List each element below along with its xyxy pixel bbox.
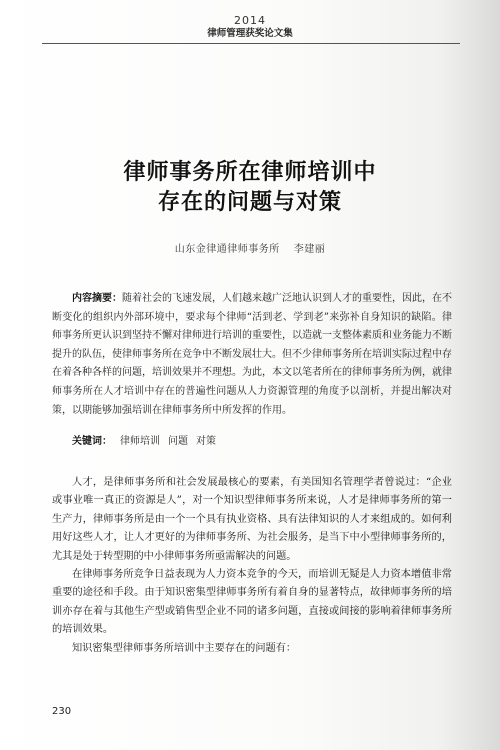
body-paragraph: 在律师事务所竞争日益表现为人力资本竞争的今天，而培训无疑是人力资本增值非常重要的途径和手段。由于知识密集型律师事务所有着自身的显著特点，故律师事务所的培训亦存在着与其他生产型或销售型企业不同的诸多问题，直接或间接的影响着律师事务所的培训效果。	[52, 569, 452, 636]
body-paragraph: 人才，是律师事务所和社会发展最核心的要素，有美国知名管理学者曾说过：“企业或事业唯一真正的资源是人”，对一个知识型律师事务所来说，人才是律师事务所的第一生产力，律师事务所是由一个一个具有执业资格、具有法律知识的人才来组成的。如何利用好这些人才，让人才更好的为律师事务所、为社会服务，是当下中小型律师事务所的，尤其是处于转型期的中小律师事务所亟需解决的问题。	[52, 477, 452, 562]
article-title-line-2: 存在的问题与对策	[157, 190, 342, 215]
running-header	[0, 14, 500, 40]
header-collection-title: 律师管理获奖论文集	[207, 28, 293, 39]
keyword: 律师培训	[120, 436, 160, 447]
keyword: 问题	[168, 436, 188, 447]
abstract	[52, 290, 452, 420]
page-number: 230	[52, 706, 72, 717]
header-year: 2014	[234, 14, 266, 27]
abstract-text: 随着社会的飞速发展，人们越来越广泛地认识到人才的重要性，因此，在不断变化的组织内外部环境中，要求每个律师“活到老、学到老”来弥补自身知识的缺陷。律师事务所更认识到坚持不懈对律师进行培训的重要性，以造就一支整体素质和业务能力不断提升的队伍，使律师事务所在竞争中不断发展壮大。但不少律师事务所在培训实际过程中存在着各种各样的问题，培训效果并不理想。为此，本文以笔者所在的律师事务所为例，就律师事务所在人才培训中存在的普遍性问题从人力资源管理的角度予以剖析，并提出解决对策，以期能够加强培训在律师事务所中所发挥的作用。	[52, 293, 452, 416]
keyword: 对策	[196, 436, 216, 447]
abstract-label: 内容摘要：	[72, 293, 122, 304]
body-paragraph: 知识密集型律师事务所培训中主要存在的问题有：	[72, 642, 297, 654]
keywords	[72, 432, 452, 447]
header-divider	[42, 43, 460, 44]
keywords-label: 关键词：	[72, 436, 112, 447]
article-title-line-1: 律师事务所在律师培训中	[123, 160, 377, 185]
author-line	[0, 240, 500, 255]
body-text	[52, 474, 452, 658]
author-firm: 山东金律通律师事务所	[174, 244, 280, 255]
author-name: 李建丽	[293, 244, 326, 255]
article-title	[0, 158, 500, 218]
